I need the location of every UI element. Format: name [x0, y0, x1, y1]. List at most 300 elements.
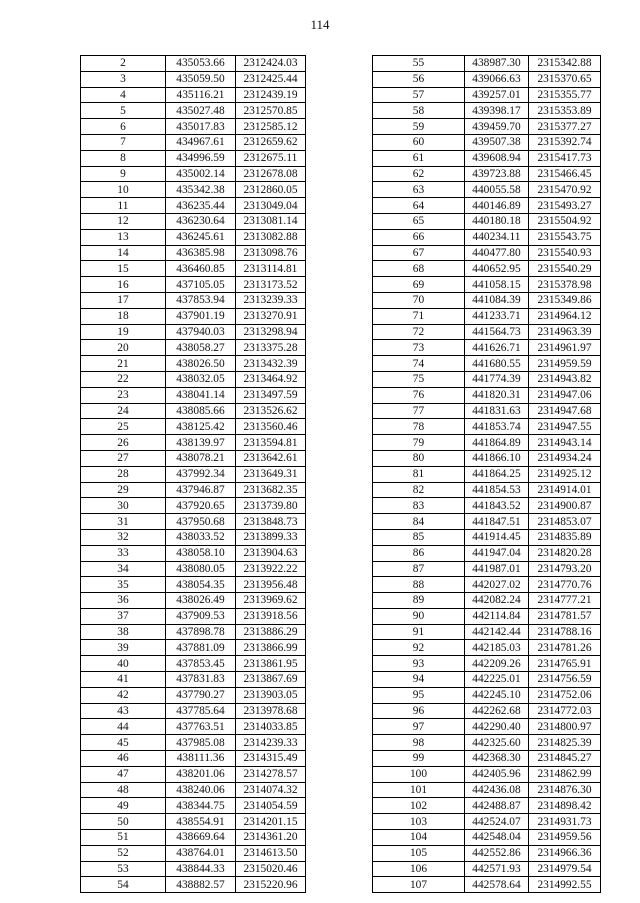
x-coordinate: 442245.10 — [465, 687, 529, 703]
table-row — [373, 514, 601, 530]
x-coordinate: 437940.03 — [166, 324, 236, 340]
y-coordinate: 2315220.96 — [236, 877, 306, 893]
y-coordinate: 2313081.14 — [236, 213, 306, 229]
y-coordinate: 2313239.33 — [236, 292, 306, 308]
x-coordinate: 438078.21 — [166, 450, 236, 466]
y-coordinate: 2313682.35 — [236, 482, 306, 498]
point-number: 10 — [81, 182, 166, 198]
y-coordinate: 2314800.97 — [529, 719, 601, 735]
table-row — [373, 482, 601, 498]
table-row — [373, 403, 601, 419]
x-coordinate: 442405.96 — [465, 766, 529, 782]
point-number: 69 — [373, 277, 465, 293]
point-number: 2 — [81, 56, 166, 72]
y-coordinate: 2312424.03 — [236, 56, 306, 72]
table-row — [373, 419, 601, 435]
table-row — [373, 56, 601, 72]
table-row — [81, 356, 306, 372]
table-row — [81, 845, 306, 861]
x-coordinate: 437790.27 — [166, 687, 236, 703]
point-number: 24 — [81, 403, 166, 419]
point-number: 51 — [81, 830, 166, 846]
y-coordinate: 2315342.88 — [529, 56, 601, 72]
table-row — [373, 782, 601, 798]
y-coordinate: 2314820.28 — [529, 545, 601, 561]
y-coordinate: 2312659.62 — [236, 134, 306, 150]
x-coordinate: 439608.94 — [465, 150, 529, 166]
table-row — [81, 261, 306, 277]
table-row — [81, 814, 306, 830]
y-coordinate: 2313464.92 — [236, 371, 306, 387]
x-coordinate: 437105.05 — [166, 277, 236, 293]
table-row — [81, 435, 306, 451]
table-row — [81, 561, 306, 577]
point-number: 63 — [373, 182, 465, 198]
point-number: 15 — [81, 261, 166, 277]
table-row — [373, 119, 601, 135]
x-coordinate: 434967.61 — [166, 134, 236, 150]
point-number: 31 — [81, 514, 166, 530]
table-row — [81, 514, 306, 530]
point-number: 55 — [373, 56, 465, 72]
point-number: 56 — [373, 71, 465, 87]
table-row — [81, 308, 306, 324]
y-coordinate: 2314898.42 — [529, 798, 601, 814]
point-number: 89 — [373, 593, 465, 609]
x-coordinate: 438058.10 — [166, 545, 236, 561]
y-coordinate: 2314959.59 — [529, 356, 601, 372]
table-row — [81, 577, 306, 593]
point-number: 86 — [373, 545, 465, 561]
table-row — [81, 403, 306, 419]
table-row — [373, 561, 601, 577]
table-row — [373, 229, 601, 245]
point-number: 39 — [81, 640, 166, 656]
y-coordinate: 2312570.85 — [236, 103, 306, 119]
table-row — [373, 261, 601, 277]
table-row — [373, 498, 601, 514]
x-coordinate: 435059.50 — [166, 71, 236, 87]
point-number: 93 — [373, 656, 465, 672]
point-number: 17 — [81, 292, 166, 308]
table-row — [373, 608, 601, 624]
point-number: 22 — [81, 371, 166, 387]
point-number: 65 — [373, 213, 465, 229]
y-coordinate: 2314934.24 — [529, 450, 601, 466]
x-coordinate: 441947.04 — [465, 545, 529, 561]
table-row — [373, 814, 601, 830]
point-number: 77 — [373, 403, 465, 419]
point-number: 81 — [373, 466, 465, 482]
table-row — [373, 719, 601, 735]
table-row — [81, 150, 306, 166]
y-coordinate: 2315504.92 — [529, 213, 601, 229]
table-row — [373, 703, 601, 719]
table-row — [373, 245, 601, 261]
y-coordinate: 2314772.03 — [529, 703, 601, 719]
y-coordinate: 2314781.57 — [529, 608, 601, 624]
x-coordinate: 438080.05 — [166, 561, 236, 577]
y-coordinate: 2314931.73 — [529, 814, 601, 830]
x-coordinate: 441864.89 — [465, 435, 529, 451]
point-number: 98 — [373, 735, 465, 751]
x-coordinate: 437950.68 — [166, 514, 236, 530]
table-row — [81, 466, 306, 482]
point-number: 59 — [373, 119, 465, 135]
table-row — [373, 830, 601, 846]
table-row — [373, 182, 601, 198]
y-coordinate: 2314201.15 — [236, 814, 306, 830]
x-coordinate: 436230.64 — [166, 213, 236, 229]
table-row — [81, 245, 306, 261]
y-coordinate: 2313649.31 — [236, 466, 306, 482]
y-coordinate: 2315417.73 — [529, 150, 601, 166]
table-row — [81, 450, 306, 466]
x-coordinate: 438058.27 — [166, 340, 236, 356]
y-coordinate: 2313903.05 — [236, 687, 306, 703]
y-coordinate: 2314781.26 — [529, 640, 601, 656]
x-coordinate: 439257.01 — [465, 87, 529, 103]
table-row — [373, 466, 601, 482]
table-row — [373, 766, 601, 782]
x-coordinate: 438085.66 — [166, 403, 236, 419]
point-number: 68 — [373, 261, 465, 277]
x-coordinate: 441084.39 — [465, 292, 529, 308]
x-coordinate: 438026.50 — [166, 356, 236, 372]
y-coordinate: 2313899.33 — [236, 529, 306, 545]
x-coordinate: 442290.40 — [465, 719, 529, 735]
table-row — [81, 182, 306, 198]
point-number: 16 — [81, 277, 166, 293]
table-row — [81, 103, 306, 119]
y-coordinate: 2312860.05 — [236, 182, 306, 198]
point-number: 14 — [81, 245, 166, 261]
y-coordinate: 2314793.20 — [529, 561, 601, 577]
y-coordinate: 2314943.82 — [529, 371, 601, 387]
table-row — [373, 308, 601, 324]
y-coordinate: 2313848.73 — [236, 514, 306, 530]
x-coordinate: 437909.53 — [166, 608, 236, 624]
x-coordinate: 438344.75 — [166, 798, 236, 814]
point-number: 5 — [81, 103, 166, 119]
point-number: 33 — [81, 545, 166, 561]
table-row — [81, 166, 306, 182]
table-row — [373, 877, 601, 893]
table-row — [373, 103, 601, 119]
x-coordinate: 442548.04 — [465, 830, 529, 846]
table-row — [373, 134, 601, 150]
table-row — [373, 277, 601, 293]
table-row — [81, 56, 306, 72]
x-coordinate: 442552.86 — [465, 845, 529, 861]
y-coordinate: 2314825.39 — [529, 735, 601, 751]
y-coordinate: 2315370.65 — [529, 71, 601, 87]
y-coordinate: 2315353.89 — [529, 103, 601, 119]
x-coordinate: 442325.60 — [465, 735, 529, 751]
point-number: 47 — [81, 766, 166, 782]
x-coordinate: 438764.01 — [166, 845, 236, 861]
table-row — [81, 830, 306, 846]
x-coordinate: 441987.01 — [465, 561, 529, 577]
point-number: 83 — [373, 498, 465, 514]
table-row — [81, 861, 306, 877]
x-coordinate: 436385.98 — [166, 245, 236, 261]
x-coordinate: 437985.08 — [166, 735, 236, 751]
x-coordinate: 435017.83 — [166, 119, 236, 135]
y-coordinate: 2313739.80 — [236, 498, 306, 514]
x-coordinate: 442262.68 — [465, 703, 529, 719]
x-coordinate: 441847.51 — [465, 514, 529, 530]
x-coordinate: 441680.55 — [465, 356, 529, 372]
x-coordinate: 442436.08 — [465, 782, 529, 798]
table-row — [81, 71, 306, 87]
table-row — [81, 798, 306, 814]
table-row — [81, 751, 306, 767]
x-coordinate: 438041.14 — [166, 387, 236, 403]
point-number: 104 — [373, 830, 465, 846]
point-number: 73 — [373, 340, 465, 356]
x-coordinate: 440146.89 — [465, 198, 529, 214]
table-row — [81, 340, 306, 356]
x-coordinate: 439459.70 — [465, 119, 529, 135]
point-number: 91 — [373, 624, 465, 640]
table-row — [81, 624, 306, 640]
table-row — [81, 877, 306, 893]
x-coordinate: 441058.15 — [465, 277, 529, 293]
point-number: 9 — [81, 166, 166, 182]
table-row — [81, 482, 306, 498]
table-row — [81, 419, 306, 435]
point-number: 29 — [81, 482, 166, 498]
y-coordinate: 2313642.61 — [236, 450, 306, 466]
point-number: 21 — [81, 356, 166, 372]
table-row — [373, 213, 601, 229]
table-row — [81, 687, 306, 703]
y-coordinate: 2312425.44 — [236, 71, 306, 87]
y-coordinate: 2315540.93 — [529, 245, 601, 261]
point-number: 82 — [373, 482, 465, 498]
x-coordinate: 437920.65 — [166, 498, 236, 514]
point-number: 60 — [373, 134, 465, 150]
point-number: 57 — [373, 87, 465, 103]
table-row — [81, 119, 306, 135]
point-number: 102 — [373, 798, 465, 814]
x-coordinate: 438032.05 — [166, 371, 236, 387]
y-coordinate: 2314947.55 — [529, 419, 601, 435]
table-row — [81, 656, 306, 672]
table-row — [81, 229, 306, 245]
point-number: 75 — [373, 371, 465, 387]
point-number: 105 — [373, 845, 465, 861]
x-coordinate: 437853.94 — [166, 292, 236, 308]
x-coordinate: 435002.14 — [166, 166, 236, 182]
x-coordinate: 442082.24 — [465, 593, 529, 609]
point-number: 88 — [373, 577, 465, 593]
x-coordinate: 441853.74 — [465, 419, 529, 435]
coordinates-table-right — [372, 55, 601, 893]
y-coordinate: 2314845.27 — [529, 751, 601, 767]
point-number: 97 — [373, 719, 465, 735]
y-coordinate: 2314876.30 — [529, 782, 601, 798]
y-coordinate: 2314963.39 — [529, 324, 601, 340]
y-coordinate: 2314777.21 — [529, 593, 601, 609]
table-row — [81, 735, 306, 751]
point-number: 96 — [373, 703, 465, 719]
y-coordinate: 2312678.08 — [236, 166, 306, 182]
table-row — [81, 640, 306, 656]
point-number: 74 — [373, 356, 465, 372]
y-coordinate: 2315378.98 — [529, 277, 601, 293]
point-number: 28 — [81, 466, 166, 482]
x-coordinate: 437901.19 — [166, 308, 236, 324]
table-row — [81, 371, 306, 387]
x-coordinate: 438139.97 — [166, 435, 236, 451]
point-number: 101 — [373, 782, 465, 798]
table-row — [81, 213, 306, 229]
point-number: 87 — [373, 561, 465, 577]
table-row — [81, 277, 306, 293]
table-row — [81, 545, 306, 561]
x-coordinate: 439507.38 — [465, 134, 529, 150]
y-coordinate: 2313114.81 — [236, 261, 306, 277]
point-number: 30 — [81, 498, 166, 514]
x-coordinate: 442571.93 — [465, 861, 529, 877]
y-coordinate: 2314961.97 — [529, 340, 601, 356]
point-number: 84 — [373, 514, 465, 530]
point-number: 19 — [81, 324, 166, 340]
point-number: 58 — [373, 103, 465, 119]
y-coordinate: 2313049.04 — [236, 198, 306, 214]
point-number: 103 — [373, 814, 465, 830]
table-row — [373, 356, 601, 372]
x-coordinate: 440652.95 — [465, 261, 529, 277]
y-coordinate: 2314943.14 — [529, 435, 601, 451]
x-coordinate: 435116.21 — [166, 87, 236, 103]
point-number: 23 — [81, 387, 166, 403]
y-coordinate: 2314925.12 — [529, 466, 601, 482]
x-coordinate: 438111.36 — [166, 751, 236, 767]
table-row — [81, 703, 306, 719]
point-number: 3 — [81, 71, 166, 87]
x-coordinate: 439723.88 — [465, 166, 529, 182]
x-coordinate: 436460.85 — [166, 261, 236, 277]
y-coordinate: 2314914.01 — [529, 482, 601, 498]
y-coordinate: 2313866.99 — [236, 640, 306, 656]
x-coordinate: 438669.64 — [166, 830, 236, 846]
point-number: 62 — [373, 166, 465, 182]
table-row — [373, 640, 601, 656]
table-row — [373, 340, 601, 356]
y-coordinate: 2314239.33 — [236, 735, 306, 751]
point-number: 34 — [81, 561, 166, 577]
x-coordinate: 441914.45 — [465, 529, 529, 545]
table-row — [81, 593, 306, 609]
point-number: 44 — [81, 719, 166, 735]
point-number: 48 — [81, 782, 166, 798]
table-row — [373, 87, 601, 103]
x-coordinate: 437853.45 — [166, 656, 236, 672]
y-coordinate: 2313594.81 — [236, 435, 306, 451]
y-coordinate: 2314756.59 — [529, 672, 601, 688]
point-number: 18 — [81, 308, 166, 324]
table-row — [81, 529, 306, 545]
x-coordinate: 441626.71 — [465, 340, 529, 356]
x-coordinate: 438240.06 — [166, 782, 236, 798]
table-row — [81, 498, 306, 514]
table-row — [81, 387, 306, 403]
x-coordinate: 438844.33 — [166, 861, 236, 877]
y-coordinate: 2314992.55 — [529, 877, 601, 893]
point-number: 37 — [81, 608, 166, 624]
x-coordinate: 438026.49 — [166, 593, 236, 609]
x-coordinate: 440055.58 — [465, 182, 529, 198]
y-coordinate: 2314770.76 — [529, 577, 601, 593]
table-row — [373, 150, 601, 166]
point-number: 99 — [373, 751, 465, 767]
y-coordinate: 2312675.11 — [236, 150, 306, 166]
x-coordinate: 440477.80 — [465, 245, 529, 261]
x-coordinate: 437898.78 — [166, 624, 236, 640]
x-coordinate: 441233.71 — [465, 308, 529, 324]
point-number: 52 — [81, 845, 166, 861]
table-row — [373, 435, 601, 451]
y-coordinate: 2312439.19 — [236, 87, 306, 103]
point-number: 107 — [373, 877, 465, 893]
x-coordinate: 442209.26 — [465, 656, 529, 672]
table-row — [81, 198, 306, 214]
y-coordinate: 2313082.88 — [236, 229, 306, 245]
y-coordinate: 2314752.06 — [529, 687, 601, 703]
point-number: 85 — [373, 529, 465, 545]
table-row — [373, 71, 601, 87]
x-coordinate: 438987.30 — [465, 56, 529, 72]
point-number: 46 — [81, 751, 166, 767]
x-coordinate: 438554.91 — [166, 814, 236, 830]
y-coordinate: 2314361.20 — [236, 830, 306, 846]
x-coordinate: 440180.18 — [465, 213, 529, 229]
table-row — [373, 166, 601, 182]
x-coordinate: 442114.84 — [465, 608, 529, 624]
table-row — [373, 593, 601, 609]
point-number: 79 — [373, 435, 465, 451]
table-row — [373, 577, 601, 593]
table-row — [373, 387, 601, 403]
y-coordinate: 2313270.91 — [236, 308, 306, 324]
x-coordinate: 436235.44 — [166, 198, 236, 214]
y-coordinate: 2314947.68 — [529, 403, 601, 419]
y-coordinate: 2315466.45 — [529, 166, 601, 182]
y-coordinate: 2313969.62 — [236, 593, 306, 609]
table-row — [373, 845, 601, 861]
point-number: 7 — [81, 134, 166, 150]
x-coordinate: 437763.51 — [166, 719, 236, 735]
table-row — [373, 198, 601, 214]
y-coordinate: 2314054.59 — [236, 798, 306, 814]
table-row — [81, 292, 306, 308]
y-coordinate: 2313298.94 — [236, 324, 306, 340]
y-coordinate: 2314315.49 — [236, 751, 306, 767]
point-number: 94 — [373, 672, 465, 688]
table-row — [81, 719, 306, 735]
table-row — [373, 861, 601, 877]
y-coordinate: 2312585.12 — [236, 119, 306, 135]
table-row — [81, 87, 306, 103]
x-coordinate: 442027.02 — [465, 577, 529, 593]
x-coordinate: 437946.87 — [166, 482, 236, 498]
y-coordinate: 2314966.36 — [529, 845, 601, 861]
table-row — [373, 735, 601, 751]
y-coordinate: 2314959.56 — [529, 830, 601, 846]
